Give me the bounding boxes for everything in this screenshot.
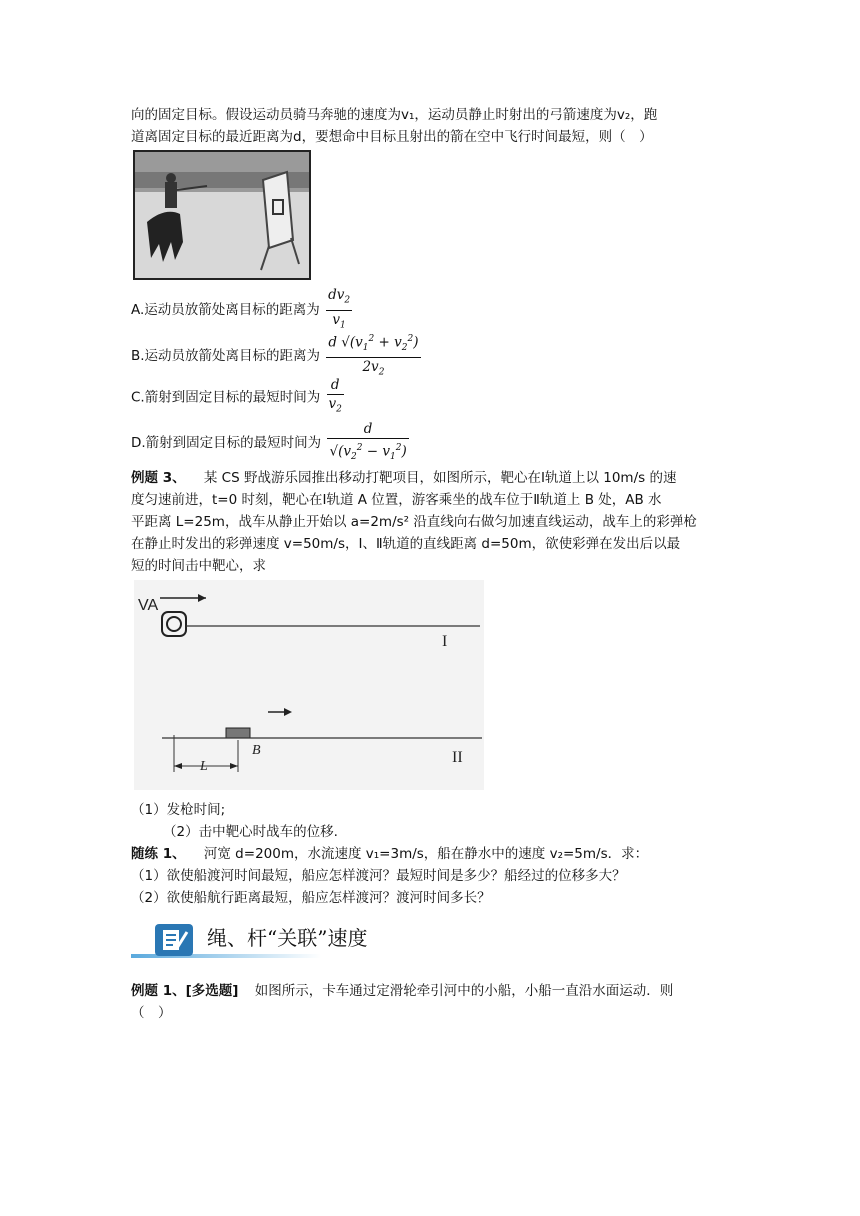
drill-1-line-1: 随练 1、 河宽 d=200m，水流速度 v₁=3m/s，船在静水中的速度 v₂=5m/s．求： [131, 846, 649, 862]
track-2-label: II [452, 749, 463, 766]
question-1: （1）发枪时间; [131, 802, 226, 818]
b-label: B [252, 743, 261, 758]
section-title: 绳、杆“关联”速度 [207, 926, 368, 950]
option-a: A.运动员放箭处离目标的距离为 $\frac{dv_2}{v_1}$ [131, 287, 351, 331]
section-header [131, 918, 731, 962]
example-3-line-1: 例题 3、 某 CS 野战游乐园推出移动打靶项目，如图所示，靶心在Ⅰ轨道上以 10m/s 的速 [131, 470, 677, 486]
option-b: B.运动员放箭处离目标的距离为 $\frac{d √(v_1^2 + v_2^2)}{2v_2}$ [131, 330, 731, 382]
example-3-line-5: 短的时间击中靶心，求 [131, 558, 266, 574]
example-1-line-2: （ ） [131, 1005, 172, 1021]
drill-1-line-2: （1）欲使船渡河时间最短，船应怎样渡河？最短时间是多少？船经过的位移多大？ [131, 868, 626, 884]
example-3-line-3: 平距离 L=25m，战车从静止开始以 a=2m/s² 沿直线向右做匀加速直线运动，战车上的彩弹枪 [131, 514, 697, 530]
example-1-title: 例题 1、[多选题] [131, 983, 239, 999]
va-label: VA [138, 597, 159, 614]
intro-line-1: 向的固定目标。假设运动员骑马奔驰的速度为v₁，运动员静止时射出的弓箭速度为v₂，跑 [131, 107, 658, 123]
target-icon [162, 612, 186, 636]
example-3-line-2: 度匀速前进，t=0 时刻，靶心在Ⅰ轨道 A 位置，游客乘坐的战车位于Ⅱ轨道上 B 处，AB 水 [131, 492, 662, 508]
track-diagram [134, 580, 484, 790]
example-3-title: 例题 3、 [131, 470, 186, 486]
vehicle-icon [226, 728, 250, 738]
example-1-line-1: 例题 1、[多选题] 如图所示，卡车通过定滑轮牵引河中的小船，小船一直沿水面运动．则 [131, 983, 674, 999]
option-c: C.箭射到固定目标的最短时间为 $\frac{d}{v_2}$ [131, 377, 342, 415]
drill-1-line-3: （2）欲使船航行距离最短，船应怎样渡河？渡河时间多长？ [131, 890, 491, 906]
option-d: D.箭射到固定目标的最短时间为 $\frac{d}{√(v_2^2 - v_1^2)}$ [131, 421, 407, 463]
horse-archer-photo [133, 150, 311, 280]
drill-1-title: 随练 1、 [131, 846, 186, 862]
question-2: （2）击中靶心时战车的位移. [163, 824, 338, 840]
intro-line-2: 道离固定目标的最近距离为d，要想命中目标且射出的箭在空中飞行时间最短，则（ ） [131, 129, 653, 145]
track-1-label: I [442, 633, 448, 650]
l-label: L [200, 759, 208, 774]
note-edit-icon [155, 924, 193, 956]
example-3-line-4: 在静止时发出的彩弹速度 v=50m/s，Ⅰ、Ⅱ轨道的直线距离 d=50m，欲使彩弹在发出后以最 [131, 536, 681, 552]
